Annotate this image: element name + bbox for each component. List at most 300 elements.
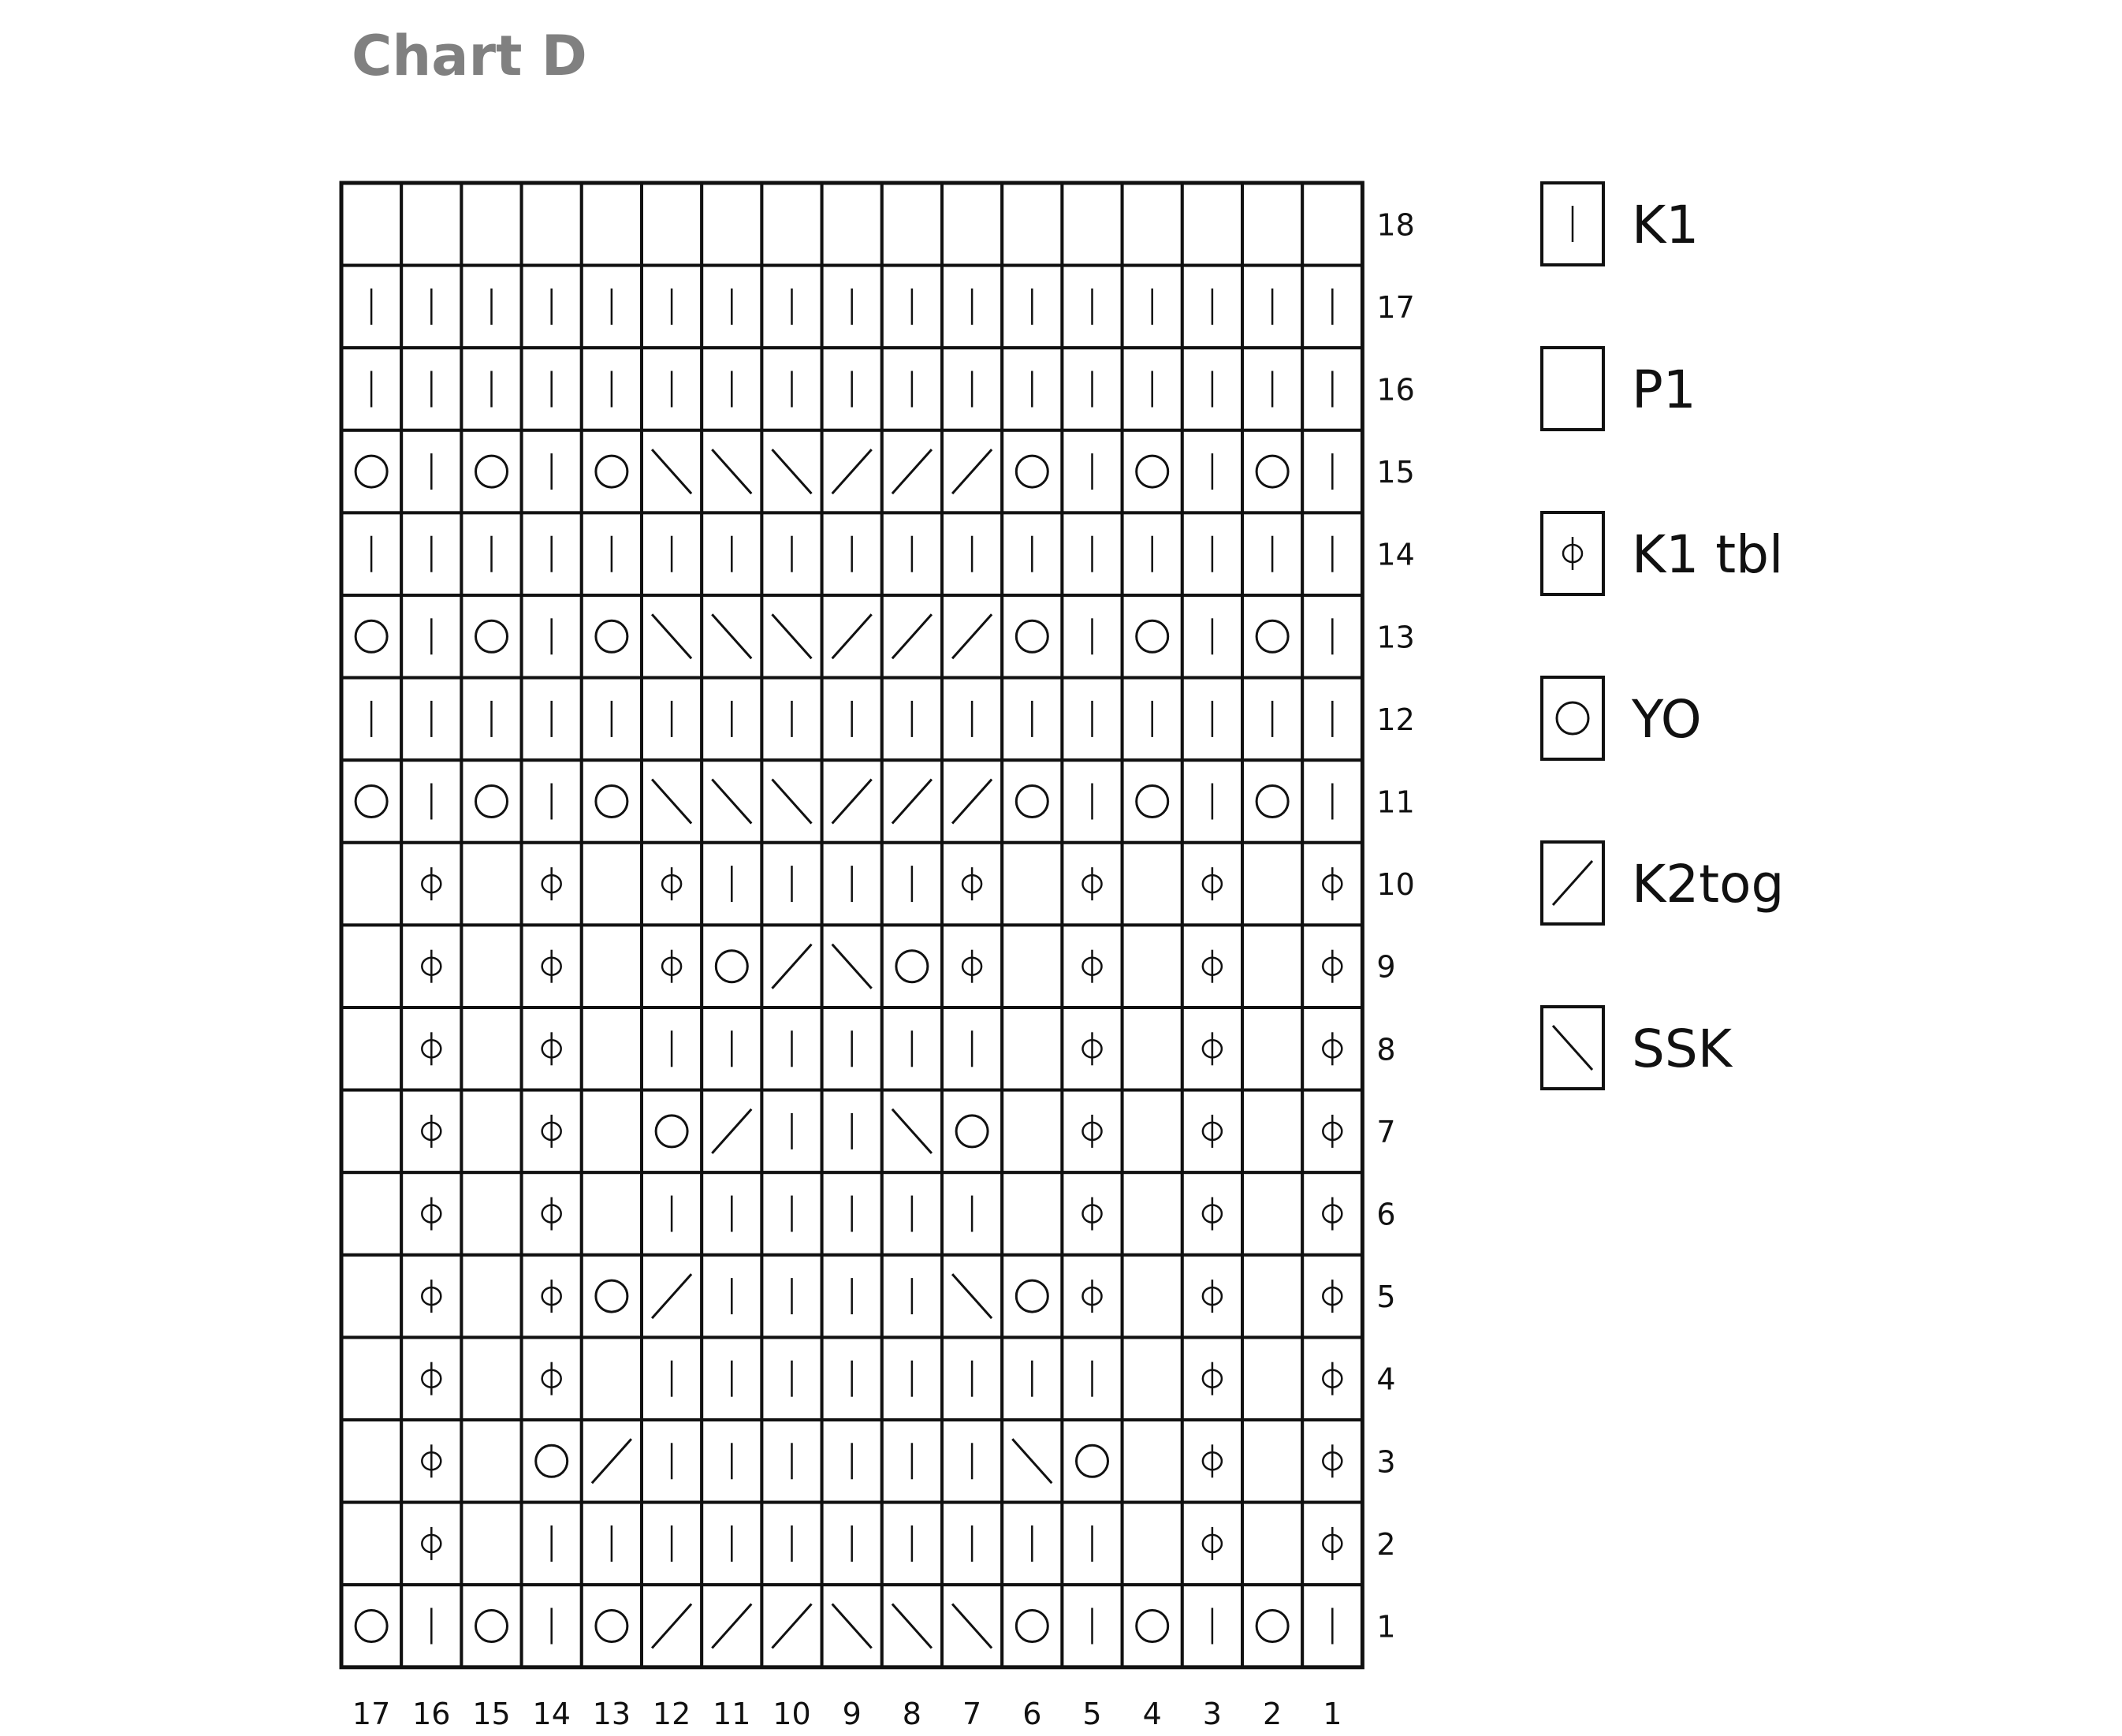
chart-cell-k1 — [1002, 512, 1062, 595]
chart-cell-k1 — [882, 843, 942, 926]
cell-box — [1242, 595, 1302, 678]
chart-title: Chart D — [352, 24, 587, 88]
chart-cell-ssk — [642, 430, 702, 513]
chart-cell-yo — [1002, 760, 1062, 843]
chart-cell-k1 — [1062, 1337, 1122, 1420]
cell-box — [1122, 1090, 1182, 1173]
chart-cell-k1-tbl — [1182, 1503, 1242, 1585]
chart-cell-p1 — [1002, 183, 1062, 266]
chart-cell-k1 — [1302, 678, 1362, 761]
legend-item-ssk — [1542, 1007, 1733, 1089]
chart-cell-p1 — [461, 1503, 521, 1585]
chart-cell-k1 — [582, 266, 642, 348]
row-number: 18 — [1376, 207, 1415, 243]
chart-cell-yo — [1002, 595, 1062, 678]
cell-box — [582, 843, 642, 926]
chart-cell-p1 — [341, 1420, 401, 1503]
chart-cell-k1 — [1062, 678, 1122, 761]
chart-cell-yo — [1122, 1585, 1182, 1667]
cell-box — [341, 760, 401, 843]
chart-cell-p1 — [942, 183, 1002, 266]
chart-cell-k1 — [942, 1172, 1002, 1255]
cell-box — [1002, 925, 1062, 1008]
chart-cell-k1 — [401, 760, 461, 843]
cell-box — [341, 1503, 401, 1585]
chart-cell-k1 — [702, 1172, 761, 1255]
chart-cell-p1 — [1242, 1420, 1302, 1503]
cell-box — [461, 1172, 521, 1255]
chart-cell-p1 — [882, 183, 942, 266]
chart-cell-k1-tbl — [401, 1503, 461, 1585]
chart-cell-k1 — [1002, 678, 1062, 761]
chart-cell-k2tog — [761, 925, 821, 1008]
column-number: 16 — [412, 1696, 451, 1731]
chart-row — [341, 843, 1362, 926]
cell-box — [461, 183, 521, 266]
legend-item-p1 — [1542, 348, 1696, 430]
chart-cell-k1 — [1002, 266, 1062, 348]
chart-cell-p1 — [461, 925, 521, 1008]
cell-box — [522, 183, 582, 266]
cell-box — [642, 1090, 702, 1173]
cell-box — [582, 1585, 642, 1667]
row-number: 5 — [1376, 1280, 1396, 1315]
chart-cell-k1 — [1062, 760, 1122, 843]
chart-cell-p1 — [341, 183, 401, 266]
chart-cell-yo — [1122, 430, 1182, 513]
chart-cell-k1 — [822, 512, 882, 595]
cell-box — [761, 183, 821, 266]
chart-cell-k1 — [942, 266, 1002, 348]
cell-box — [1002, 1008, 1062, 1090]
chart-cell-k1 — [341, 512, 401, 595]
row-number: 1 — [1376, 1609, 1396, 1645]
chart-row — [341, 430, 1362, 513]
chart-cell-k1 — [1062, 595, 1122, 678]
chart-cell-p1 — [461, 1420, 521, 1503]
chart-cell-k1-tbl — [1182, 925, 1242, 1008]
chart-cell-p1 — [1122, 1503, 1182, 1585]
chart-cell-k2tog — [882, 595, 942, 678]
chart-cell-k1 — [642, 1337, 702, 1420]
chart-cell-k1 — [822, 266, 882, 348]
chart-cell-k2tog — [882, 760, 942, 843]
chart-cell-k1 — [642, 678, 702, 761]
chart-cell-ssk — [761, 595, 821, 678]
cell-box — [1002, 1090, 1062, 1173]
chart-cell-k1-tbl — [1182, 1420, 1242, 1503]
chart-cell-k1 — [1182, 760, 1242, 843]
chart-cell-k1 — [1182, 595, 1242, 678]
chart-cell-yo — [1002, 430, 1062, 513]
chart-cell-p1 — [1182, 183, 1242, 266]
cell-box — [582, 1008, 642, 1090]
chart-cell-k1-tbl — [942, 843, 1002, 926]
cell-box — [1242, 1585, 1302, 1667]
chart-cell-k1-tbl — [1302, 1172, 1362, 1255]
chart-cell-p1 — [341, 1255, 401, 1338]
chart-cell-k1 — [822, 1172, 882, 1255]
chart-cell-k1 — [341, 678, 401, 761]
chart-cell-k1-tbl — [1182, 1172, 1242, 1255]
chart-cell-yo — [461, 595, 521, 678]
chart-cell-k2tog — [702, 1585, 761, 1667]
chart-cell-k1 — [1062, 1585, 1122, 1667]
column-number: 3 — [1202, 1696, 1222, 1731]
row-number-labels — [1376, 207, 1414, 1644]
chart-cell-k1 — [522, 512, 582, 595]
chart-cell-p1 — [341, 1337, 401, 1420]
cell-box — [1062, 183, 1122, 266]
chart-cell-k1 — [1182, 348, 1242, 430]
chart-cell-k1 — [822, 1503, 882, 1585]
chart-cell-p1 — [1302, 183, 1362, 266]
chart-cell-k2tog — [822, 760, 882, 843]
chart-cell-k1 — [761, 512, 821, 595]
cell-box — [942, 1090, 1002, 1173]
cell-box — [882, 183, 942, 266]
column-number-labels — [352, 1697, 1342, 1731]
chart-cell-k1-tbl — [522, 1172, 582, 1255]
chart-cell-p1 — [1002, 1008, 1062, 1090]
chart-cell-p1 — [582, 1172, 642, 1255]
chart-cell-k1 — [401, 678, 461, 761]
cell-box — [341, 1337, 401, 1420]
chart-cell-k1 — [822, 348, 882, 430]
chart-cell-p1 — [1122, 1172, 1182, 1255]
chart-cell-k1 — [1002, 1337, 1062, 1420]
cell-box — [341, 925, 401, 1008]
cell-box — [1002, 760, 1062, 843]
chart-cell-k1 — [1302, 512, 1362, 595]
cell-box — [822, 183, 882, 266]
chart-cell-k1 — [1302, 595, 1362, 678]
chart-row — [341, 266, 1362, 348]
row-number: 15 — [1376, 455, 1415, 490]
chart-cell-k1 — [522, 1585, 582, 1667]
chart-cell-p1 — [1122, 1255, 1182, 1338]
chart-grid — [341, 183, 1362, 1667]
chart-cell-p1 — [341, 1503, 401, 1585]
row-number: 9 — [1376, 949, 1396, 985]
chart-cell-k1 — [882, 1172, 942, 1255]
chart-cell-k1-tbl — [1182, 1255, 1242, 1338]
chart-cell-k1-tbl — [401, 1420, 461, 1503]
chart-cell-k1 — [1302, 430, 1362, 513]
chart-cell-k1-tbl — [1302, 1090, 1362, 1173]
chart-cell-yo — [1062, 1420, 1122, 1503]
chart-cell-k1-tbl — [942, 925, 1002, 1008]
chart-cell-yo — [341, 760, 401, 843]
chart-cell-k1 — [761, 1337, 821, 1420]
row-number: 11 — [1376, 784, 1415, 820]
chart-cell-yo — [582, 760, 642, 843]
chart-cell-k1-tbl — [1182, 1337, 1242, 1420]
chart-cell-p1 — [582, 925, 642, 1008]
chart-cell-yo — [341, 430, 401, 513]
chart-row — [341, 1090, 1362, 1173]
chart-cell-p1 — [1242, 843, 1302, 926]
chart-cell-k1 — [1002, 1503, 1062, 1585]
cell-box — [1122, 1008, 1182, 1090]
chart-row — [341, 1255, 1362, 1338]
cell-box — [1242, 843, 1302, 926]
chart-cell-k1 — [582, 512, 642, 595]
chart-cell-k1 — [582, 1503, 642, 1585]
chart-cell-k1 — [1062, 348, 1122, 430]
column-number: 6 — [1022, 1696, 1042, 1731]
chart-cell-k2tog — [882, 430, 942, 513]
chart-cell-k1 — [522, 678, 582, 761]
chart-cell-p1 — [522, 183, 582, 266]
chart-cell-p1 — [461, 183, 521, 266]
cell-box — [1002, 1585, 1062, 1667]
chart-cell-k1 — [401, 430, 461, 513]
chart-cell-k2tog — [642, 1255, 702, 1338]
chart-cell-yo — [1002, 1255, 1062, 1338]
chart-cell-p1 — [1122, 183, 1182, 266]
chart-cell-k1-tbl — [401, 1008, 461, 1090]
legend-swatch — [1542, 677, 1603, 759]
chart-cell-p1 — [401, 183, 461, 266]
chart-row — [341, 1172, 1362, 1255]
cell-box — [461, 1420, 521, 1503]
chart-cell-k1 — [1122, 266, 1182, 348]
cell-box — [1122, 760, 1182, 843]
cell-box — [1002, 1172, 1062, 1255]
chart-cell-k1 — [761, 1172, 821, 1255]
cell-box — [341, 1255, 401, 1338]
chart-cell-yo — [882, 925, 942, 1008]
chart-cell-k1 — [1122, 348, 1182, 430]
cell-box — [1002, 183, 1062, 266]
chart-cell-k1 — [1182, 1585, 1242, 1667]
chart-cell-p1 — [341, 925, 401, 1008]
chart-cell-k1 — [1062, 266, 1122, 348]
chart-cell-k2tog — [702, 1090, 761, 1173]
cell-box — [1242, 1420, 1302, 1503]
cell-box — [1242, 1172, 1302, 1255]
column-number: 14 — [532, 1696, 571, 1731]
cell-box — [461, 1585, 521, 1667]
chart-cell-k1-tbl — [401, 1090, 461, 1173]
cell-box — [1242, 183, 1302, 266]
cell-box — [582, 1255, 642, 1338]
legend-label: K2tog — [1632, 854, 1785, 915]
chart-cell-k1 — [761, 1090, 821, 1173]
row-number: 4 — [1376, 1362, 1396, 1397]
cell-box — [1122, 595, 1182, 678]
chart-cell-p1 — [461, 1255, 521, 1338]
chart-cell-k1-tbl — [1302, 1503, 1362, 1585]
cell-box — [341, 1420, 401, 1503]
chart-cell-k1 — [1242, 266, 1302, 348]
chart-cell-k1 — [942, 1420, 1002, 1503]
column-number: 15 — [472, 1696, 511, 1731]
chart-cell-k1-tbl — [642, 925, 702, 1008]
column-number: 9 — [842, 1696, 862, 1731]
cell-box — [1122, 1585, 1182, 1667]
chart-cell-k1 — [642, 512, 702, 595]
chart-cell-k1-tbl — [1062, 1008, 1122, 1090]
cell-box — [461, 430, 521, 513]
chart-cell-yo — [1242, 1585, 1302, 1667]
chart-cell-k1 — [942, 678, 1002, 761]
chart-cell-k1 — [882, 678, 942, 761]
chart-cell-k1-tbl — [522, 1008, 582, 1090]
chart-cell-p1 — [1122, 1337, 1182, 1420]
chart-cell-k1 — [642, 1008, 702, 1090]
chart-cell-k1 — [341, 266, 401, 348]
chart-cell-k1 — [461, 512, 521, 595]
row-number: 13 — [1376, 620, 1415, 655]
column-number: 12 — [652, 1696, 691, 1731]
chart-cell-k1 — [702, 1503, 761, 1585]
chart-cell-p1 — [1122, 925, 1182, 1008]
chart-cell-yo — [522, 1420, 582, 1503]
chart-cell-k1 — [1242, 512, 1302, 595]
chart-cell-yo — [702, 925, 761, 1008]
chart-cell-k2tog — [761, 1585, 821, 1667]
chart-cell-k1 — [702, 512, 761, 595]
chart-cell-k1-tbl — [522, 1255, 582, 1338]
chart-cell-yo — [582, 1585, 642, 1667]
chart-cell-p1 — [642, 183, 702, 266]
cell-box — [1062, 1420, 1122, 1503]
chart-cell-k1-tbl — [522, 1090, 582, 1173]
chart-cell-k1-tbl — [522, 843, 582, 926]
cell-box — [582, 1172, 642, 1255]
cell-box — [461, 925, 521, 1008]
chart-cell-k1 — [1122, 512, 1182, 595]
chart-cell-k2tog — [642, 1585, 702, 1667]
chart-cell-p1 — [461, 1172, 521, 1255]
chart-cell-p1 — [582, 183, 642, 266]
chart-cell-p1 — [1242, 1503, 1302, 1585]
cell-box — [341, 595, 401, 678]
cell-box — [461, 1255, 521, 1338]
chart-row — [341, 1337, 1362, 1420]
cell-box — [1182, 183, 1242, 266]
chart-cell-k1 — [942, 1337, 1002, 1420]
chart-cell-p1 — [1122, 1420, 1182, 1503]
chart-row — [341, 760, 1362, 843]
chart-cell-k1 — [822, 1008, 882, 1090]
legend-label: SSK — [1632, 1019, 1733, 1079]
cell-box — [882, 925, 942, 1008]
chart-cell-k1 — [522, 1503, 582, 1585]
cell-box — [582, 183, 642, 266]
chart-cell-k1 — [942, 1503, 1002, 1585]
chart-cell-k1 — [702, 843, 761, 926]
cell-box — [341, 1172, 401, 1255]
chart-cell-p1 — [341, 843, 401, 926]
chart-cell-k1 — [1182, 430, 1242, 513]
chart-cell-k1 — [761, 843, 821, 926]
chart-cell-p1 — [341, 1008, 401, 1090]
chart-row — [341, 1008, 1362, 1090]
chart-cell-p1 — [461, 1090, 521, 1173]
cell-box — [702, 183, 761, 266]
cell-box — [582, 595, 642, 678]
cell-box — [461, 843, 521, 926]
column-number: 10 — [772, 1696, 811, 1731]
chart-cell-k1-tbl — [522, 1337, 582, 1420]
chart-cell-p1 — [1242, 1337, 1302, 1420]
chart-cell-k1-tbl — [1302, 925, 1362, 1008]
chart-cell-k1 — [1302, 266, 1362, 348]
chart-cell-yo — [1242, 595, 1302, 678]
legend-label: YO — [1632, 689, 1702, 750]
cell-box — [522, 1420, 582, 1503]
chart-row — [341, 348, 1362, 430]
chart-cell-ssk — [882, 1585, 942, 1667]
chart-cell-yo — [461, 760, 521, 843]
chart-cell-k1 — [1242, 678, 1302, 761]
chart-cell-yo — [341, 1585, 401, 1667]
cell-box — [942, 183, 1002, 266]
chart-cell-k1 — [401, 1585, 461, 1667]
column-number: 5 — [1082, 1696, 1102, 1731]
row-number: 14 — [1376, 537, 1415, 572]
chart-cell-k1-tbl — [1182, 1090, 1242, 1173]
cell-box — [1122, 1420, 1182, 1503]
chart-cell-k2tog — [942, 760, 1002, 843]
chart-cell-k1-tbl — [401, 925, 461, 1008]
chart-cell-ssk — [882, 1090, 942, 1173]
chart-cell-k1 — [942, 348, 1002, 430]
legend-label: P1 — [1632, 359, 1696, 420]
chart-cell-k1-tbl — [1302, 1008, 1362, 1090]
cell-box — [1122, 1172, 1182, 1255]
chart-cell-k1 — [761, 1255, 821, 1338]
chart-cell-k1 — [942, 512, 1002, 595]
cell-box — [1122, 1255, 1182, 1338]
chart-cell-k1 — [702, 1255, 761, 1338]
chart-row — [341, 183, 1362, 266]
column-number: 7 — [962, 1696, 982, 1731]
chart-cell-k1-tbl — [1302, 1420, 1362, 1503]
chart-cell-k1 — [702, 266, 761, 348]
chart-cell-k1 — [882, 348, 942, 430]
chart-row — [341, 1420, 1362, 1503]
cell-box — [1242, 1337, 1302, 1420]
chart-cell-ssk — [642, 595, 702, 678]
chart-cell-k1 — [822, 843, 882, 926]
chart-cell-p1 — [1062, 183, 1122, 266]
chart-cell-yo — [642, 1090, 702, 1173]
chart-cell-k2tog — [942, 595, 1002, 678]
cell-box — [401, 183, 461, 266]
chart-cell-p1 — [761, 183, 821, 266]
chart-cell-yo — [582, 1255, 642, 1338]
cell-box — [461, 595, 521, 678]
chart-cell-k1-tbl — [401, 1172, 461, 1255]
chart-cell-k1 — [582, 348, 642, 430]
chart-cell-k1 — [1182, 266, 1242, 348]
chart-cell-p1 — [582, 843, 642, 926]
cell-box — [1242, 430, 1302, 513]
chart-cell-k1 — [642, 1172, 702, 1255]
chart-cell-k1 — [882, 1503, 942, 1585]
chart-row — [341, 1503, 1362, 1585]
chart-cell-k1 — [882, 512, 942, 595]
chart-cell-yo — [942, 1090, 1002, 1173]
chart-cell-p1 — [1242, 183, 1302, 266]
cell-box — [341, 843, 401, 926]
chart-cell-k1-tbl — [401, 843, 461, 926]
cell-box — [461, 1008, 521, 1090]
